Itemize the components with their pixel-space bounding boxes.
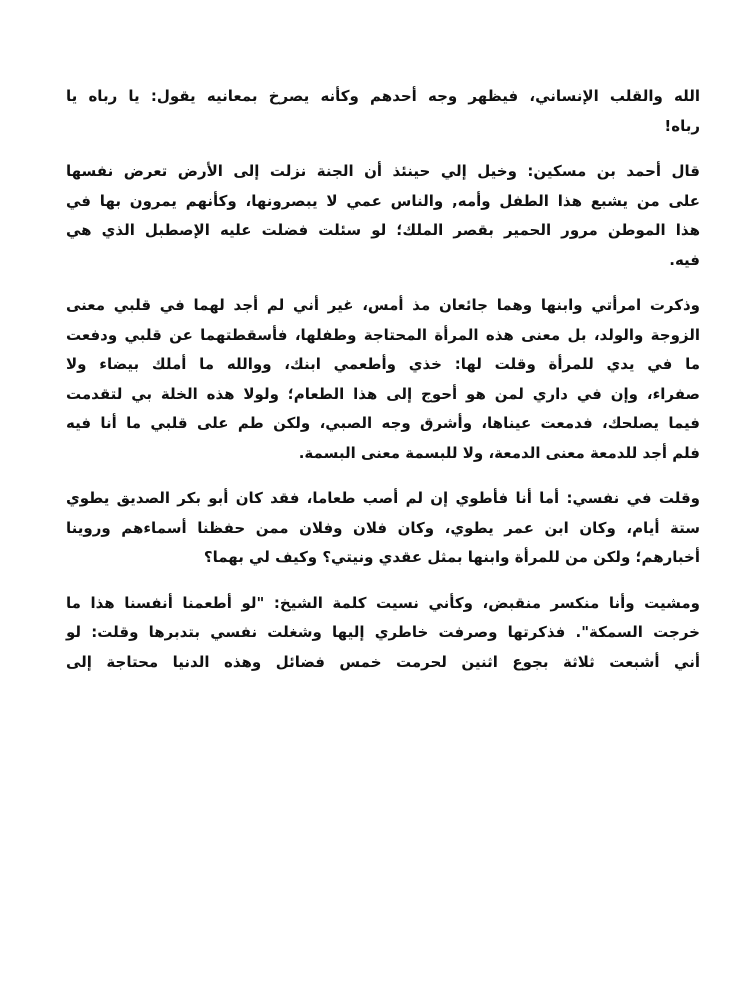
document-page bbox=[66, 82, 700, 693]
text-line: ومشيت وأنا منكسر منقبض، وكأني نسيت كلمة الشيخ: "لو أطعمنا أنفسنا هذا ما bbox=[66, 593, 700, 612]
text-line: الزوجة والولد، بل معنى هذه المرأة المحتاجة وطفلها، فأسقطتهما عن قلبي ودفعت bbox=[66, 325, 700, 344]
text-line: على من يشبع هذا الطفل وأمه, والناس عمي لا يبصرونها، وكأنهم يمرون بها في bbox=[66, 191, 700, 210]
text-line: فيما يصلحك، فدمعت عيناها، وأشرق وجه الصبي، ولكن طم على قلبي ما أنا فيه bbox=[66, 414, 700, 432]
paragraph-1 bbox=[66, 82, 700, 141]
paragraph-5 bbox=[66, 589, 700, 678]
text-line: خرجت السمكة". فذكرتها وصرفت خاطري إليها وشغلت نفسي بتدبرها وقلت: لو bbox=[66, 623, 700, 641]
paragraph-2 bbox=[66, 157, 700, 275]
text-line: فيه. bbox=[669, 250, 700, 269]
paragraph-4 bbox=[66, 484, 700, 573]
text-line: فلم أجد للدمعة معنى الدمعة، ولا للبسمة معنى البسمة. bbox=[298, 443, 700, 462]
text-line: ستة أيام، وكان ابن عمر يطوي، وكان فلان وفلان ممن حفظنا أسماءهم وروينا bbox=[66, 518, 700, 537]
text-line: وذكرت امرأتي وابنها وهما جائعان مذ أمس، غير أني لم أجد لهما في قلبي معنى bbox=[66, 296, 700, 314]
text-line: صفراء، وإن في داري لمن هو أحوج إلى هذا الطعام؛ ولولا هذه الخلة بي لتقدمت bbox=[66, 384, 700, 403]
text-line: قال أحمد بن مسكين: وخيل إلي حينئذ أن الجنة نزلت إلى الأرض تعرض نفسها bbox=[66, 162, 700, 180]
paragraph-3 bbox=[66, 291, 700, 468]
text-line: رباه! bbox=[664, 116, 700, 135]
text-line: وقلت في نفسي: أما أنا فأطوي إن لم أصب طعاما، فقد كان أبو بكر الصديق يطوي bbox=[66, 489, 700, 507]
text-line: هذا الموطن مرور الحمير بقصر الملك؛ لو سئلت فضلت عليه الإصطبل الذي هي bbox=[66, 221, 700, 239]
text-line: ما في يدي للمرأة وقلت لها: خذي وأطعمي ابنك، ووالله ما أملك بيضاء ولا bbox=[66, 355, 700, 373]
text-line: أخبارهم؛ ولكن من للمرأة وابنها بمثل عقدي ونيتي؟ وكيف لي بهما؟ bbox=[203, 548, 700, 566]
text-line: أني أشبعت ثلاثة بجوع اثنين لحرمت خمس فضائل وهذه الدنيا محتاجة إلى bbox=[66, 652, 700, 671]
text-line: الله والقلب الإنساني، فيظهر وجه أحدهم وكأنه يصرخ بمعانيه يقول: يا رباه يا bbox=[66, 87, 700, 105]
